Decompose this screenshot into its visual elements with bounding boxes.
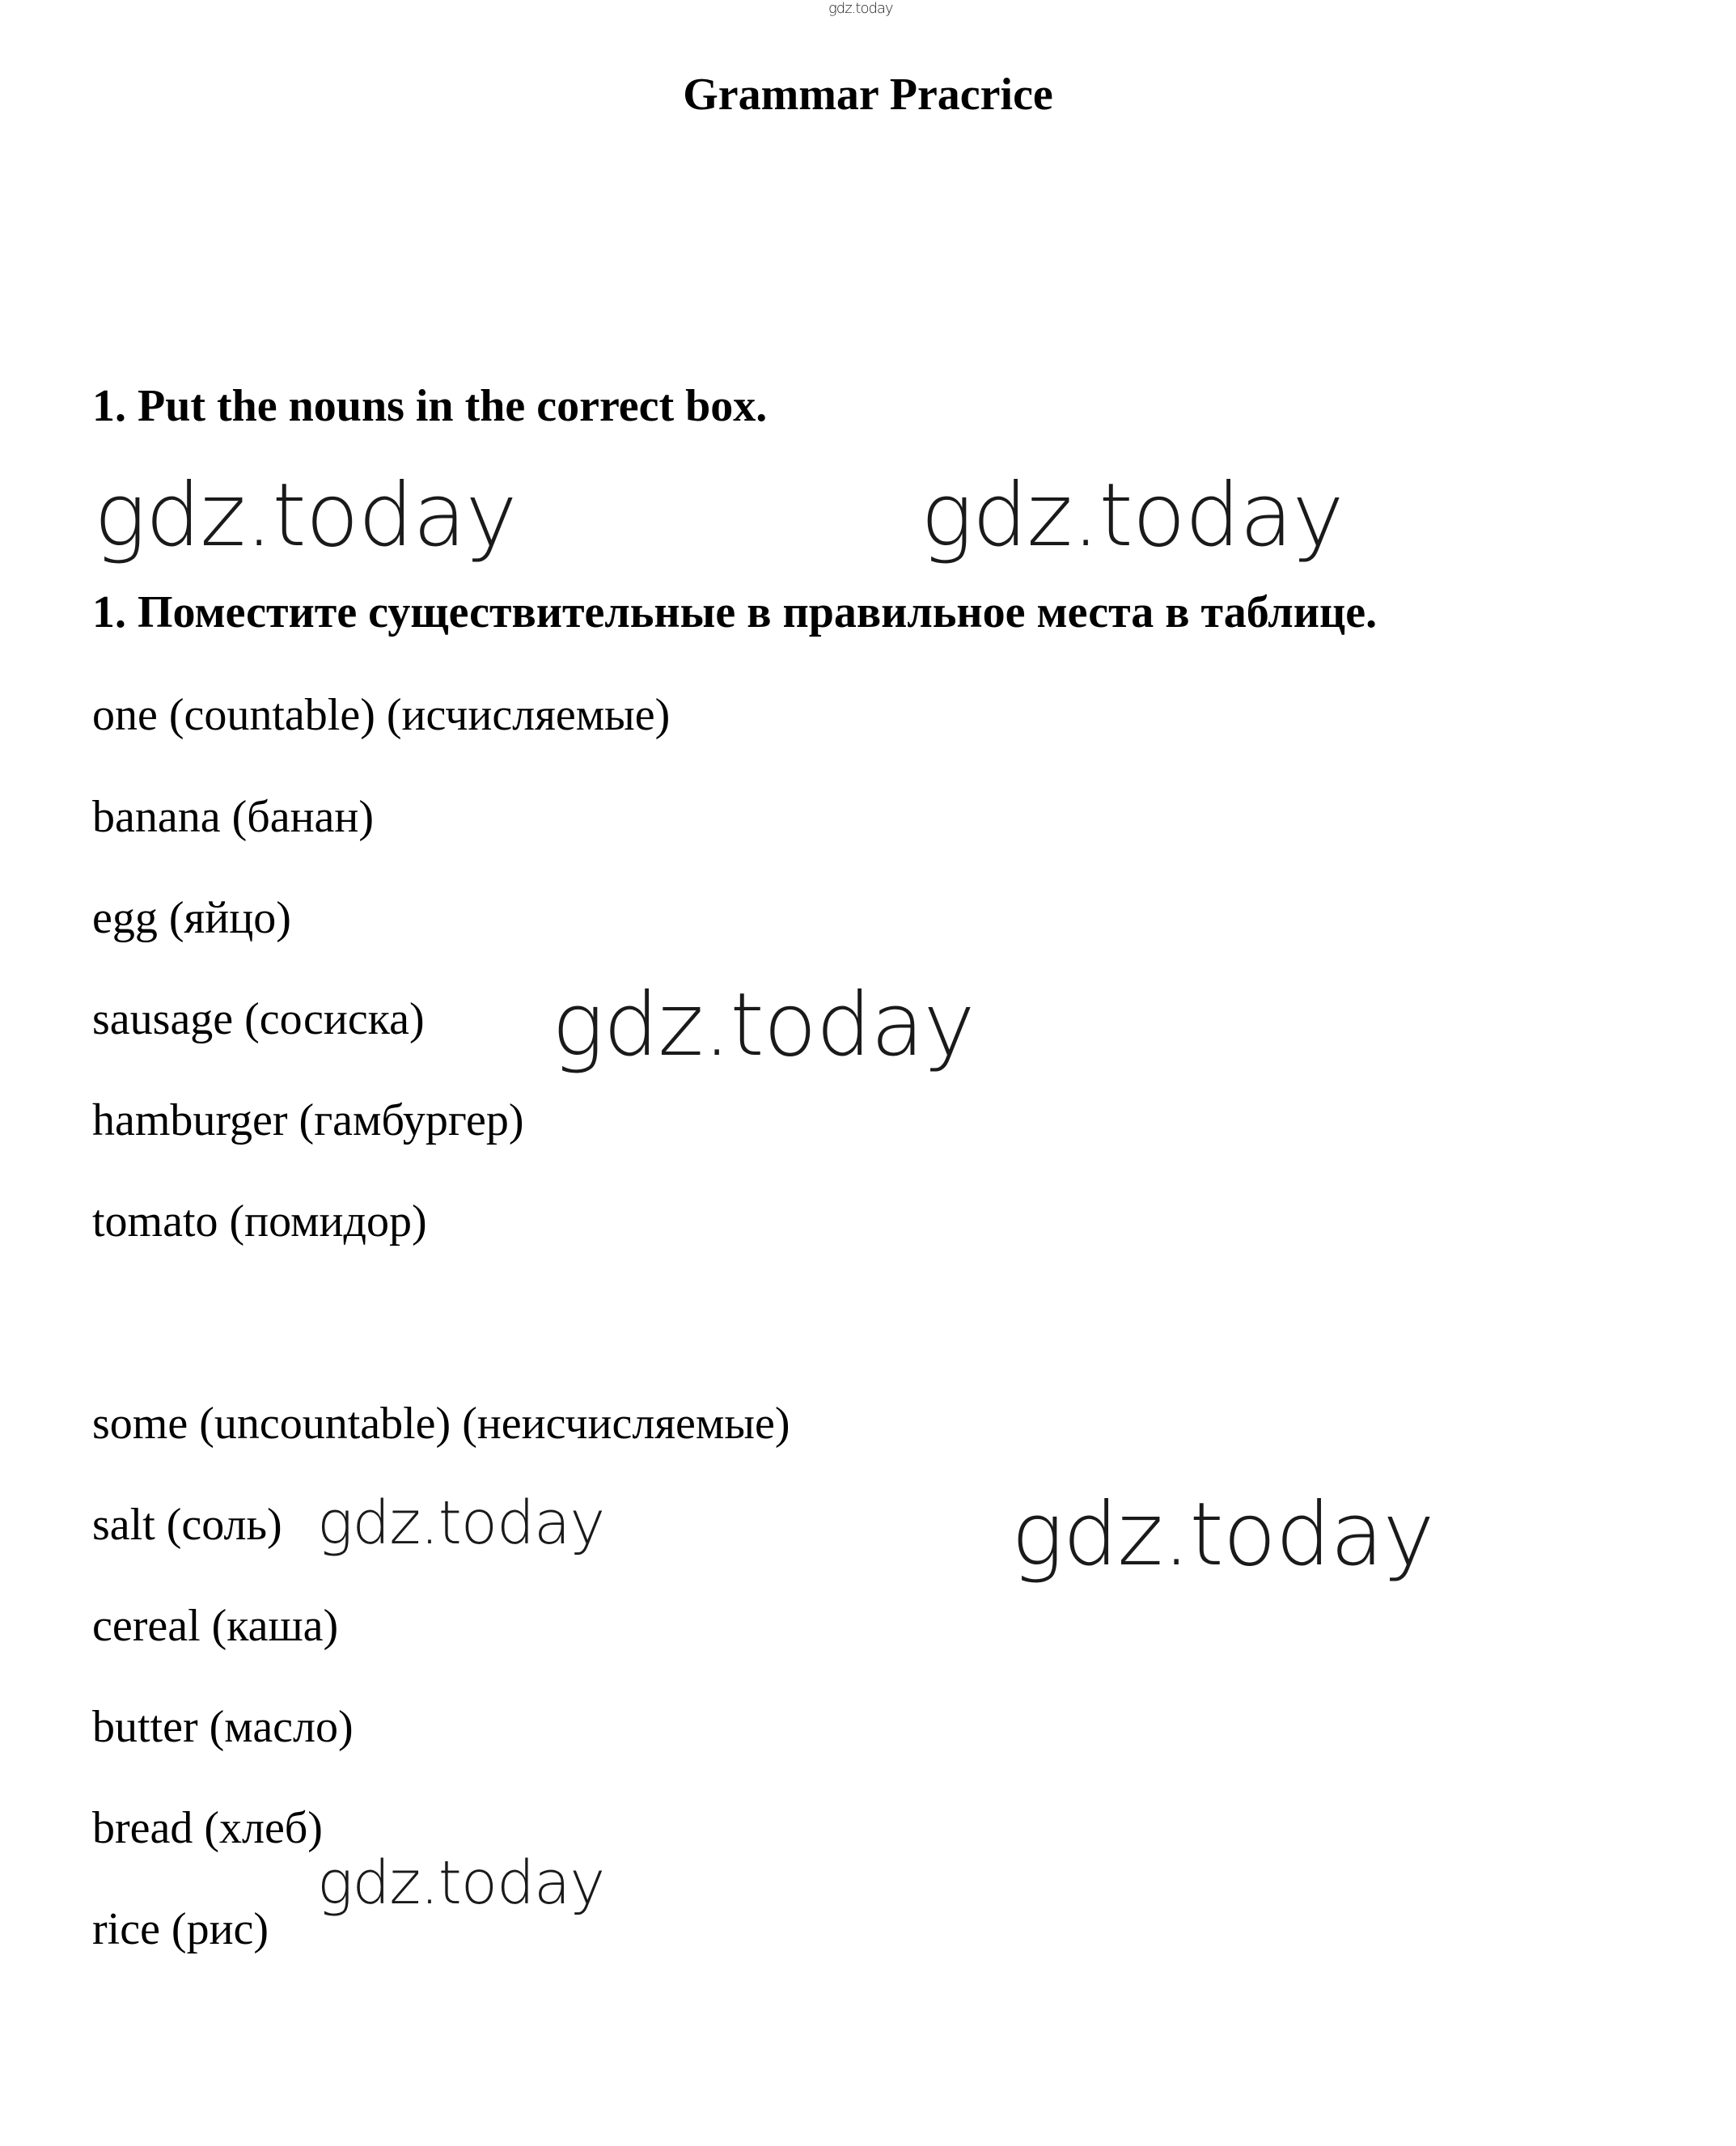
watermark: gdz.today xyxy=(552,975,975,1076)
watermark: gdz.today xyxy=(921,465,1344,566)
list-item: rice (рис) xyxy=(92,1904,269,1954)
list-item: sausage (сосиска) xyxy=(92,994,425,1044)
task-heading-en: 1. Put the nouns in the correct box. xyxy=(92,381,768,431)
page-title: Grammar Pracrice xyxy=(683,70,1053,120)
list-item: hamburger (гамбургер) xyxy=(92,1095,524,1145)
uncountable-header: some (uncountable) (неисчисляемые) xyxy=(92,1399,790,1449)
list-item: egg (яйцо) xyxy=(92,893,291,943)
watermark-top: gdz.today xyxy=(828,0,893,17)
watermark: gdz.today xyxy=(317,1848,605,1918)
list-item: butter (масло) xyxy=(92,1702,354,1752)
list-item: tomato (помидор) xyxy=(92,1196,427,1247)
watermark: gdz.today xyxy=(1011,1484,1434,1585)
countable-header: one (countable) (исчисляемые) xyxy=(92,690,671,740)
task-heading-ru: 1. Поместите существительные в правильное места в таблице. xyxy=(92,587,1378,637)
watermark: gdz.today xyxy=(94,465,517,566)
list-item: cereal (каша) xyxy=(92,1601,339,1651)
list-item: banana (банан) xyxy=(92,792,375,842)
watermark: gdz.today xyxy=(317,1488,605,1558)
list-item: salt (соль) xyxy=(92,1500,282,1550)
list-item: bread (хлеб) xyxy=(92,1803,323,1853)
